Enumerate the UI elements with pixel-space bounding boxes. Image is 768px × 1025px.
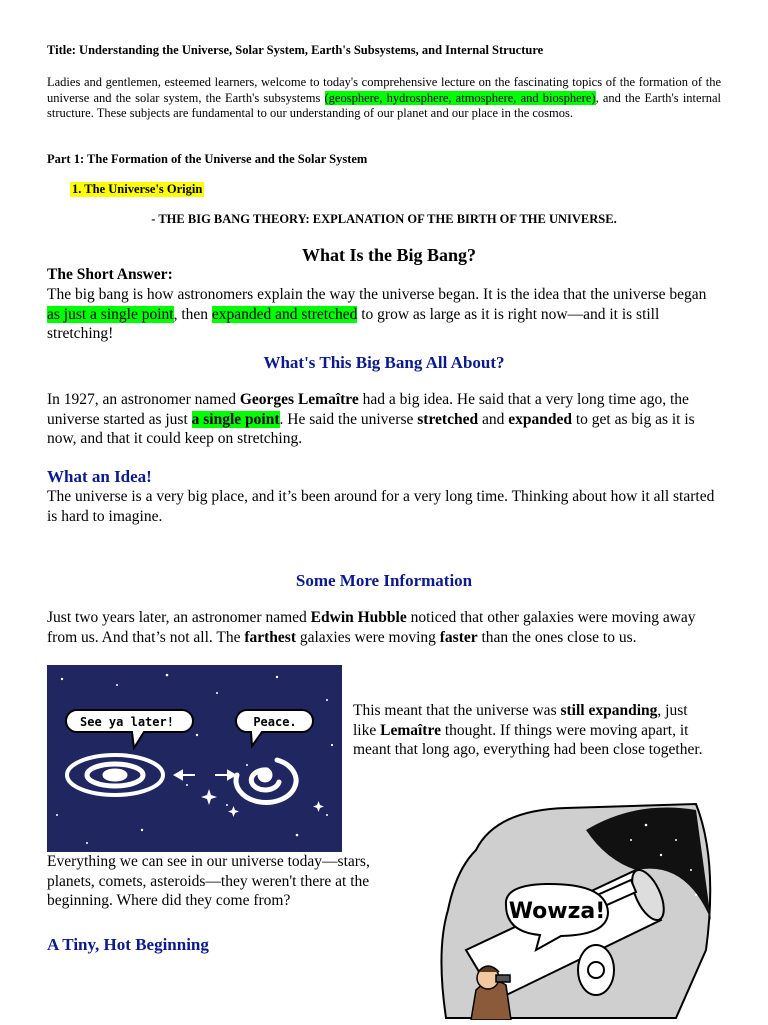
word-expanded: expanded [508,410,572,428]
idea-paragraph: The universe is a very big place, and it’s been around for a very long time. Thinking about how it all started is hard to imagine. [47,488,715,525]
hubble-text-d: than the ones close to us. [477,628,637,646]
what-is-heading: What Is the Big Bang? [301,245,477,265]
more-info-heading: Some More Information [295,571,473,590]
galaxies-illustration [47,665,342,852]
meant-text-a: This meant that the universe was [353,702,561,719]
meant-paragraph [353,701,713,760]
bigbang-theory-heading: - THE BIG BANG THEORY: EXPLANATION OF THE BIRTH OF THE UNIVERSE. [151,212,617,226]
word-faster: faster [439,628,478,646]
word-lemaitre: Lemaître [380,721,441,739]
lemaitre-text-b: had a big idea. He said that a very long time ago, the universe started as just [47,391,689,428]
hubble-text-a: Just two years later, an astronomer named [47,609,311,626]
lemaitre-paragraph [47,390,721,449]
telescope-svg [436,800,718,1020]
word-still-expanding: still expanding [560,702,658,719]
word-stretched: stretched [417,410,479,428]
intro-highlight: (geosphere, hydrosphere, atmosphere, and biosphere) [324,90,596,105]
origin-heading: 1. The Universe's Origin [72,182,203,196]
lemaitre-text-a: In 1927, an astronomer named [47,391,240,408]
short-answer-heading: The Short Answer: [47,266,173,283]
lemaitre-text-e: to get as big as it is now, and that it could keep on stretching. [47,410,695,447]
what-an-idea-heading: What an Idea! [47,467,152,486]
meant-text-c: thought. If things were moving apart, it meant that long ago, everything had been close together. [353,721,703,758]
document-title: Title: Understanding the Universe, Solar System, Earth's Subsystems, and Internal Structure [47,43,544,57]
hubble-text-b: noticed that other galaxies were moving away from us. And that’s not all. The [47,609,696,646]
intro-text: Ladies and gentlemen, esteemed learners, welcome to today's comprehensive lecture on the fascinating topics of the formation of the universe and the solar system, the Earth's subsystems [47,75,721,105]
word-farthest: farthest [244,628,296,646]
lemaitre-text-d: and [478,410,509,428]
whats-this-heading: What's This Big Bang All About? [263,353,505,372]
telescope-illustration [436,800,718,1020]
lemaitre-name: Georges Lemaître [239,391,359,408]
wowza-text: Wowza! [508,899,606,924]
tiny-hot-heading: A Tiny, Hot Beginning [47,935,209,954]
highlight-expanded: expanded and stretched [211,305,358,323]
highlight-single-point: as just a single point [47,305,174,323]
bubble-right-text: Peace. [253,715,297,729]
intro-paragraph [47,75,721,122]
bubble-left-text: See ya later! [80,715,174,729]
short-text-a: The big bang is how astronomers explain the way the universe began. It is the idea that the universe began [47,286,707,303]
meant-text-b: , just like [353,702,688,739]
part1-heading: Part 1: The Formation of the Universe and the Solar System [47,152,368,166]
intro-text-end: , and the Earth's internal structure. These subjects are fundamental to our understanding of our planet and our place in the cosmos. [47,90,722,120]
hubble-paragraph [47,608,721,647]
everything-paragraph: Everything we can see in our universe today—stars, planets, comets, asteroids—they weren't there at the beginning. Where did they come from? [47,853,370,909]
lemaitre-text-c: . He said the universe [279,410,418,428]
galaxies-svg [47,665,342,852]
short-text-b: , then [173,305,212,323]
hubble-name: Edwin Hubble [310,609,407,626]
short-answer-paragraph [47,285,721,344]
highlight-a-single-point: a single point [191,410,280,428]
hubble-text-c: galaxies were moving [295,628,440,646]
short-text-c: to grow as large as it is right now—and it is still stretching! [47,305,660,342]
